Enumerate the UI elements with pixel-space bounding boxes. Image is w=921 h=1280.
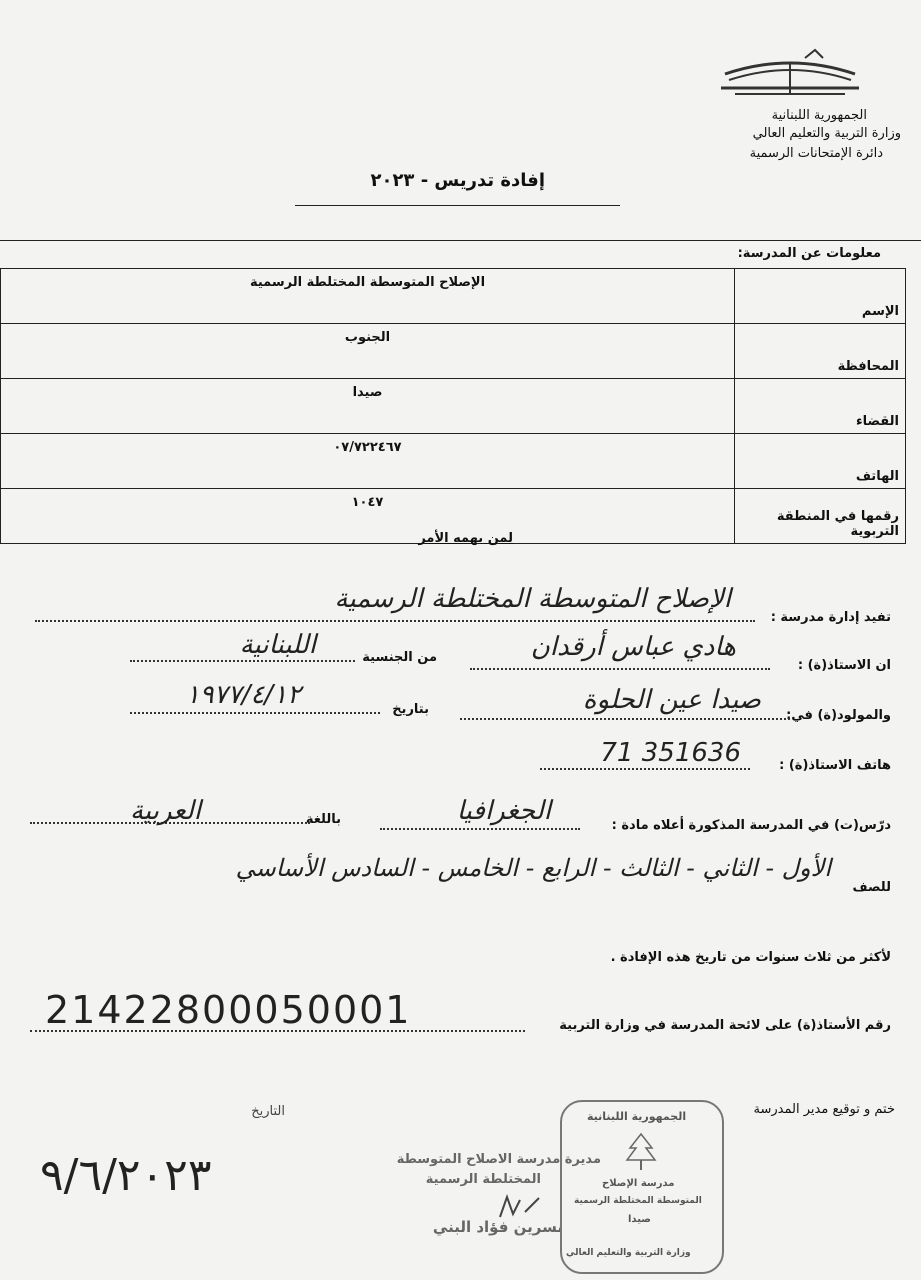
- class-label: للصف: [852, 880, 891, 895]
- principal-stamp-line1: مديرة مدرسة الاصلاح المتوسطة: [396, 1152, 601, 1167]
- duration-statement: لأكثر من ثلاث سنوات من تاريخ هذه الإفادة .: [610, 950, 891, 965]
- school-info-heading: معلومات عن المدرسة:: [737, 246, 881, 261]
- date-value: ٩/٦/٢٠٢٣: [40, 1150, 212, 1201]
- title-underline: [295, 205, 620, 206]
- school-field-value: الإصلاح المتوسطة المختلطة الرسمية: [334, 584, 731, 614]
- subject-value: الجغرافيا: [456, 796, 551, 826]
- table-row: [1, 379, 906, 434]
- row-label: الإسم: [735, 269, 906, 324]
- seal-ministry-text: وزارة التربية والتعليم العالي: [566, 1248, 691, 1258]
- subject-label: درّس(ت) في المدرسة المذكورة أعلاه مادة :: [611, 818, 891, 833]
- row-value: ٠٧/٧٢٢٤٦٧: [1, 434, 735, 489]
- language-value: العربية: [129, 796, 201, 826]
- phone-line: [540, 768, 750, 770]
- birthdate-line: [130, 712, 380, 714]
- phone-label: هاتف الاستاذ(ة) :: [779, 758, 891, 773]
- class-value: الأول - الثاني - الثالث - الرابع - الخامس - السادس الأساسي: [235, 854, 831, 882]
- birthplace-line: [460, 718, 790, 720]
- school-info-table: [0, 268, 906, 544]
- table-row: [1, 324, 906, 379]
- cedar-icon: [624, 1132, 658, 1172]
- nationality-value: اللبنانية: [239, 630, 316, 660]
- header-department: دائرة الإمتحانات الرسمية: [749, 146, 883, 161]
- header-ministry: وزارة التربية والتعليم العالي: [752, 126, 901, 141]
- nationality-label: من الجنسية: [362, 650, 437, 665]
- principal-stamp-line2: المختلطة الرسمية: [425, 1172, 541, 1187]
- birthdate-value: ١٩٧٧/٤/١٢: [185, 680, 301, 710]
- ministry-logo-icon: [715, 44, 865, 100]
- date-label: التاريخ: [251, 1104, 285, 1119]
- teacher-number-label: رقم الأستاذ(ة) على لائحة المدرسة في وزارة التربية: [559, 1018, 891, 1033]
- official-seal: [560, 1100, 724, 1274]
- row-label: الهاتف: [735, 434, 906, 489]
- row-label: المحافظة: [735, 324, 906, 379]
- row-value: الإصلاح المتوسطة المختلطة الرسمية: [1, 269, 735, 324]
- phone-value: 71 351636: [600, 738, 741, 768]
- header-republic: الجمهورية اللبنانية: [771, 108, 867, 123]
- school-field-line: [35, 620, 755, 622]
- row-label: القضاء: [735, 379, 906, 434]
- nationality-line: [130, 660, 355, 662]
- principal-stamp-name: نسرين فؤاد البني: [432, 1218, 563, 1236]
- teacher-field-line: [470, 668, 770, 670]
- birthdate-label: بتاريخ: [392, 702, 429, 717]
- seal-school-name: مدرسة الإصلاح: [602, 1178, 675, 1189]
- birthplace-label: والمولود(ة) في:: [786, 708, 891, 723]
- row-value: ١٠٤٧: [1, 489, 735, 544]
- table-row: [1, 434, 906, 489]
- signature-label: ختم و توقيع مدير المدرسة: [753, 1102, 895, 1117]
- birthplace-value: صيدا عين الحلوة: [582, 685, 761, 715]
- school-field-label: تفيد إدارة مدرسة :: [770, 610, 891, 625]
- seal-top-text: الجمهورية اللبنانية: [587, 1110, 687, 1123]
- table-row: [1, 269, 906, 324]
- row-value: الجنوب: [1, 324, 735, 379]
- seal-city: صيدا: [628, 1214, 651, 1225]
- row-label: رقمها في المنطقة التربوية: [735, 489, 906, 544]
- language-label: باللغة: [305, 812, 341, 827]
- document-title: إفادة تدريس - ٢٠٢٣: [370, 170, 545, 191]
- to-whom-heading: لمن يهمه الأمر: [418, 531, 513, 546]
- subject-line: [380, 828, 580, 830]
- section-rule: [0, 240, 921, 241]
- row-value: صيدا: [1, 379, 735, 434]
- teacher-field-value: هادي عباس أرقدان: [530, 632, 736, 662]
- teacher-number-value: 21422800050001: [45, 988, 412, 1032]
- teacher-field-label: ان الاستاذ(ة) :: [797, 658, 891, 673]
- seal-school-type: المتوسطة المختلطة الرسمية: [574, 1196, 702, 1206]
